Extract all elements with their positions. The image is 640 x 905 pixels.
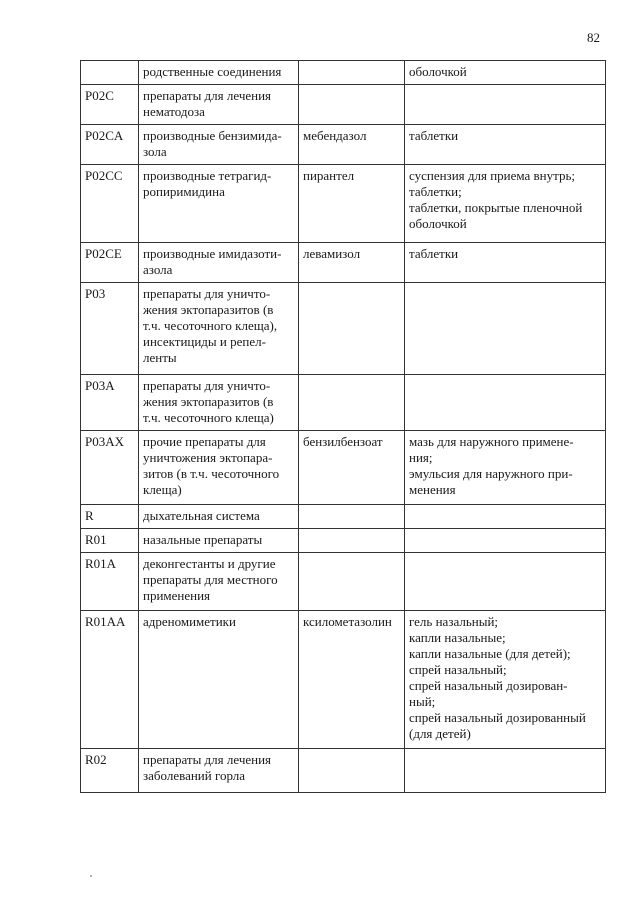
group-text-line: родственные соединения — [143, 64, 282, 79]
atc-code-cell: R01 — [81, 529, 139, 553]
dosage-form-line: спрей назальный дозированный (для детей) — [409, 710, 586, 741]
anatomical-therapeutic-group-cell — [139, 529, 299, 553]
substance-cell — [299, 85, 405, 125]
group-text-line: препараты для местного — [143, 572, 278, 587]
dosage-form-line: эмульсия для наружного при- — [409, 466, 573, 481]
dosage-forms-cell — [405, 85, 606, 125]
group-text-line: препараты для лечения — [143, 752, 272, 767]
drug-table — [80, 60, 606, 793]
atc-code-cell — [81, 61, 139, 85]
group-text-line: жения эктопаразитов (в — [143, 394, 274, 409]
dosage-form-line: ния; — [409, 450, 433, 465]
anatomical-therapeutic-group-cell — [139, 243, 299, 283]
substance-cell: бензилбензоат — [299, 431, 405, 505]
substance-cell — [299, 529, 405, 553]
dosage-forms-cell — [405, 529, 606, 553]
group-text-line: дыхательная система — [143, 508, 260, 523]
anatomical-therapeutic-group-cell — [139, 165, 299, 243]
group-text-line: адреномиметики — [143, 614, 236, 629]
table-row — [81, 375, 606, 431]
dosage-forms-cell — [405, 611, 606, 749]
group-text-line: применения — [143, 588, 211, 603]
atc-code-cell: R01A — [81, 553, 139, 611]
page-number: 82 — [587, 30, 600, 45]
dosage-forms-cell — [405, 431, 606, 505]
table-row — [81, 431, 606, 505]
group-text-line: производные имидазоти- — [143, 246, 282, 261]
dosage-form-line: таблетки, покрытые пленочной оболочкой — [409, 200, 583, 231]
table-row — [81, 165, 606, 243]
dosage-form-line: суспензия для приема внутрь; — [409, 168, 576, 183]
dosage-forms-cell — [405, 243, 606, 283]
dosage-form-line: таблетки; — [409, 184, 462, 199]
table-row — [81, 505, 606, 529]
table-row — [81, 553, 606, 611]
anatomical-therapeutic-group-cell — [139, 611, 299, 749]
substance-cell — [299, 283, 405, 375]
group-text-line: зитов (в т.ч. чесоточного — [143, 466, 280, 481]
substance-cell — [299, 61, 405, 85]
dosage-form-line: мазь для наружного примене- — [409, 434, 574, 449]
group-text-line: прочие препараты для — [143, 434, 266, 449]
dosage-forms-cell — [405, 283, 606, 375]
group-text-line: азола — [143, 262, 173, 277]
dosage-forms-cell — [405, 505, 606, 529]
atc-code-cell: P03AX — [81, 431, 139, 505]
dosage-form-line: таблетки — [409, 128, 459, 143]
group-text-line: уничтожения эктопара- — [143, 450, 273, 465]
group-text-line: жения эктопаразитов (в — [143, 302, 274, 317]
atc-code-cell: P02CA — [81, 125, 139, 165]
dosage-form-line: таблетки — [409, 246, 459, 261]
substance-cell: ксилометазолин — [299, 611, 405, 749]
dosage-form-line: капли назальные (для детей); — [409, 646, 571, 661]
group-text-line: производные бензимида- — [143, 128, 282, 143]
anatomical-therapeutic-group-cell — [139, 431, 299, 505]
dosage-form-line: капли назальные; — [409, 630, 506, 645]
atc-code-cell: R — [81, 505, 139, 529]
group-text-line: производные тетрагид- — [143, 168, 272, 183]
group-text-line: ленты — [143, 350, 177, 365]
dosage-forms-cell — [405, 375, 606, 431]
dosage-form-line: спрей назальный дозирован- — [409, 678, 568, 693]
substance-cell — [299, 505, 405, 529]
group-text-line: назальные препараты — [143, 532, 263, 547]
table-row — [81, 85, 606, 125]
dosage-forms-cell — [405, 165, 606, 243]
dosage-form-line: спрей назальный; — [409, 662, 507, 677]
dosage-forms-cell — [405, 125, 606, 165]
atc-code-cell: P03 — [81, 283, 139, 375]
dosage-forms-cell — [405, 749, 606, 793]
scan-artifact — [90, 875, 92, 877]
atc-code-cell: P03A — [81, 375, 139, 431]
dosage-form-line: гель назальный; — [409, 614, 499, 629]
group-text-line: инсектициды и репел- — [143, 334, 266, 349]
group-text-line: ропиримидина — [143, 184, 225, 199]
group-text-line: т.ч. чесоточного клеща), — [143, 318, 278, 333]
table-row — [81, 749, 606, 793]
atc-code-cell: R02 — [81, 749, 139, 793]
substance-cell: левамизол — [299, 243, 405, 283]
table-row — [81, 611, 606, 749]
anatomical-therapeutic-group-cell — [139, 375, 299, 431]
group-text-line: заболеваний горла — [143, 768, 246, 783]
group-text-line: нематодоза — [143, 104, 205, 119]
anatomical-therapeutic-group-cell — [139, 505, 299, 529]
table-row — [81, 61, 606, 85]
group-text-line: клеща) — [143, 482, 182, 497]
anatomical-therapeutic-group-cell — [139, 553, 299, 611]
atc-code-cell: P02CE — [81, 243, 139, 283]
table-row — [81, 283, 606, 375]
group-text-line: препараты для уничто- — [143, 378, 271, 393]
anatomical-therapeutic-group-cell — [139, 749, 299, 793]
substance-cell — [299, 749, 405, 793]
substance-cell — [299, 553, 405, 611]
group-text-line: т.ч. чесоточного клеща) — [143, 410, 274, 425]
table-row — [81, 243, 606, 283]
substance-cell: мебендазол — [299, 125, 405, 165]
dosage-forms-cell — [405, 553, 606, 611]
table-row — [81, 529, 606, 553]
dosage-form-line: ный; — [409, 694, 436, 709]
group-text-line: препараты для уничто- — [143, 286, 271, 301]
dosage-form-line: менения — [409, 482, 456, 497]
atc-code-cell: P02C — [81, 85, 139, 125]
dosage-forms-cell — [405, 61, 606, 85]
anatomical-therapeutic-group-cell — [139, 85, 299, 125]
anatomical-therapeutic-group-cell — [139, 61, 299, 85]
group-text-line: деконгестанты и другие — [143, 556, 276, 571]
group-text-line: зола — [143, 144, 167, 159]
table-body — [81, 61, 606, 793]
dosage-form-line: оболочкой — [409, 64, 467, 79]
atc-code-cell: P02CC — [81, 165, 139, 243]
anatomical-therapeutic-group-cell — [139, 125, 299, 165]
anatomical-therapeutic-group-cell — [139, 283, 299, 375]
atc-code-cell: R01AA — [81, 611, 139, 749]
substance-cell: пирантел — [299, 165, 405, 243]
table-row — [81, 125, 606, 165]
group-text-line: препараты для лечения — [143, 88, 272, 103]
substance-cell — [299, 375, 405, 431]
